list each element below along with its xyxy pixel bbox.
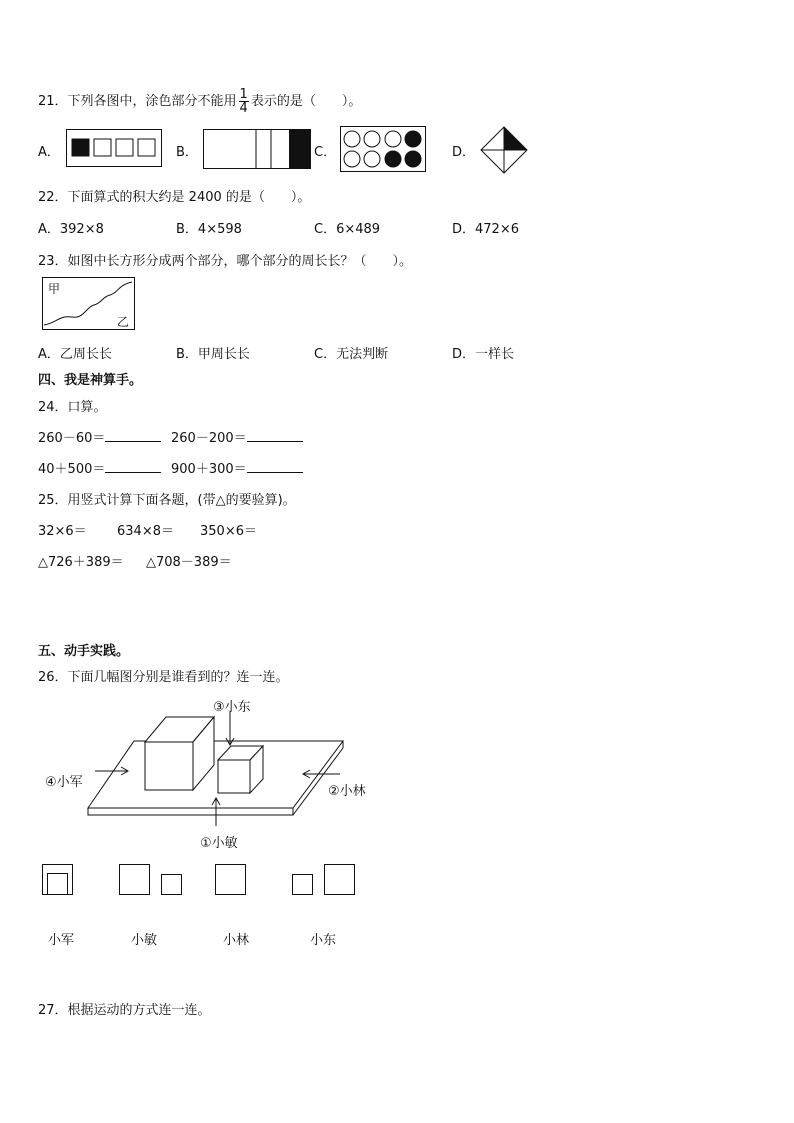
q21-suffix: 表示的是（ ）。 [250, 94, 362, 109]
q23-stem: 23．如图中长方形分成两个部分，哪个部分的周长长？（ ）。 [38, 254, 413, 269]
q23-option-a: A．乙周长长 [38, 347, 112, 362]
q23-option-d: D．一样长 [452, 347, 515, 362]
fraction-denominator: 4 [239, 101, 248, 116]
q22-option-c: C．6×489 [314, 222, 381, 237]
q22-option-b: B．4×598 [176, 222, 242, 237]
q26-viewer-front-label: ①小敏 [200, 836, 238, 851]
q21-option-d-label: D． [452, 145, 476, 160]
section4-title: 四、我是神算手。 [38, 373, 143, 388]
q26-stem: 26．下面几幅图分别是谁看到的？连一连。 [38, 670, 289, 685]
q26-name-3: 小林 [223, 933, 250, 948]
q24-expr-3: 40＋500＝ [38, 462, 106, 477]
q24-expr-4: 900＋300＝ [171, 462, 247, 477]
q26-viewer-top-label: ③小东 [213, 700, 251, 715]
q26-viewer-left-label: ④小军 [45, 775, 83, 790]
q21-option-b-label: B． [176, 145, 198, 160]
q23-option-b: B．甲周长长 [176, 347, 250, 362]
q24-stem: 24．口算。 [38, 400, 107, 415]
q25-problem-4: △726＋389＝ [38, 555, 124, 570]
q23-label-jia: 甲 [48, 282, 61, 296]
q21-option-a-label: A． [38, 145, 60, 160]
q26-name-2: 小敏 [131, 933, 158, 948]
q26-name-1: 小军 [48, 933, 75, 948]
q22-option-a: A．392×8 [38, 222, 104, 237]
q24-expr-2: 260－200＝ [171, 431, 247, 446]
q21-option-c-label: C． [314, 145, 337, 160]
q23-label-yi: 乙 [117, 315, 130, 329]
q24-expr-1: 260－60＝ [38, 431, 106, 446]
q25-problem-1: 32×6＝ [38, 524, 87, 539]
q21-prefix: 21．下列各图中，涂色部分不能用 [38, 94, 237, 109]
q25-problem-5: △708－389＝ [146, 555, 232, 570]
q22-option-d: D．472×6 [452, 222, 519, 237]
q22-stem: 22．下面算式的积大约是 2400 的是（ ）。 [38, 190, 311, 205]
q26-name-4: 小东 [310, 933, 337, 948]
q25-stem: 25．用竖式计算下面各题，(带△的要验算)。 [38, 493, 296, 508]
q26-viewer-right-label: ②小林 [328, 784, 366, 799]
fraction-numerator: 1 [239, 87, 248, 102]
q27-stem: 27．根据运动的方式连一连。 [38, 1003, 211, 1018]
section5-title: 五、动手实践。 [38, 644, 130, 659]
q23-option-c: C．无法判断 [314, 347, 389, 362]
q25-problem-2: 634×8＝ [117, 524, 174, 539]
q25-problem-3: 350×6＝ [200, 524, 257, 539]
